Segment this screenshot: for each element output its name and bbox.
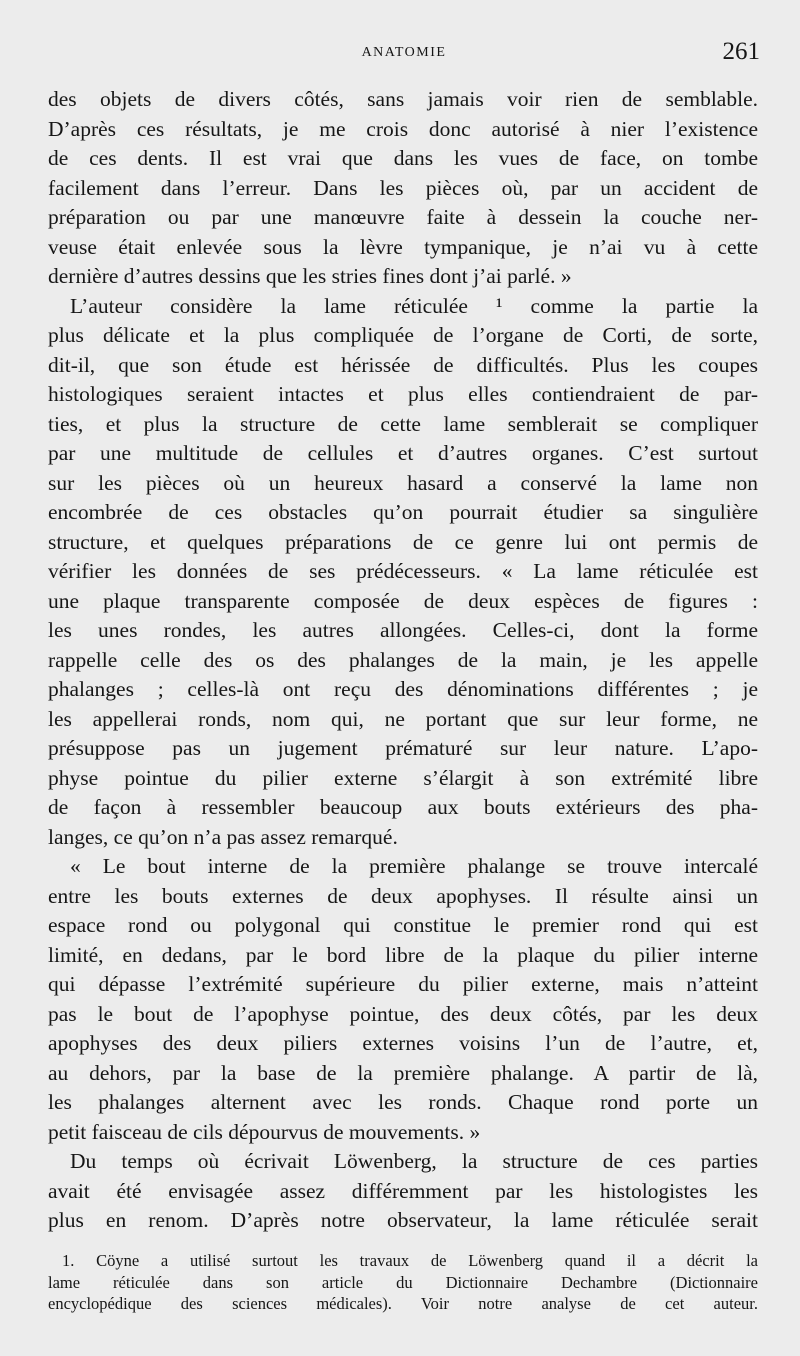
text-line: physe pointue du pilier externe s’élargit à son extrémité libre [48,765,758,790]
text-line: Du temps où écrivait Löwenberg, la structure de ces parties [70,1149,758,1173]
text-line: vérifier les données de ses prédécesseurs. « La lame réticulée est [48,559,758,583]
text-line: L’auteur considère la lame réticulée ¹ comme la partie la [70,293,758,318]
footnote-line: lame réticulée dans son article du Dictionnaire Dechambre (Dictionnaire [48,1272,758,1292]
footnote [48,1250,758,1315]
text-line: phalanges ; celles-là ont reçu des dénominations différentes ; je [48,677,758,701]
text-line: « Le bout interne de la première phalange se trouve intercalé [70,854,758,878]
text-line: langes, ce qu’on n’a pas assez remarqué. [48,824,398,849]
text-line: apophyses des deux piliers externes voisins l’un de l’autre, et, [48,1031,758,1055]
text-line: limité, en dedans, par le bord libre de la plaque du pilier interne [48,942,758,967]
text-line: au dehors, par la base de la première phalange. A partir de là, [48,1060,758,1085]
running-header [48,40,760,68]
text-line: structure, et quelques préparations de ce genre lui ont permis de [48,529,758,554]
text-line: de ces dents. Il est vrai que dans les vues de face, on tombe [48,146,758,170]
text-line: présuppose pas un jugement prématuré sur leur nature. L’apo- [48,736,758,760]
text-line: dit-il, que son étude est hérissée de difficultés. Plus les coupes [48,352,758,377]
text-line: dernière d’autres dessins que les stries fines dont j’ai parlé. » [48,264,572,288]
page-number: 261 [722,38,760,65]
footnote-line: encyclopédique des sciences médicales). Voir notre analyse de cet auteur. [48,1294,758,1313]
text-line: plus en renom. D’après notre observateur, la lame réticulée serait [48,1208,758,1232]
body-text [48,85,758,1236]
running-title: ANATOMIE [361,45,447,60]
text-line: plus délicate et la plus compliquée de l’organe de Corti, de sorte, [48,323,758,347]
text-line: les appellerai ronds, nom qui, ne portant que sur leur forme, ne [48,706,758,731]
footnote-line: 1. Cöyne a utilisé surtout les travaux de Löwenberg quand il a décrit la [62,1251,758,1270]
text-line: petit faisceau de cils dépourvus de mouvements. » [48,1119,481,1144]
text-line: pas le bout de l’apophyse pointue, des deux côtés, par les deux [48,1001,758,1026]
text-line: une plaque transparente composée de deux espèces de figures : [48,588,758,613]
text-line: ties, et plus la structure de cette lame semblerait se compliquer [48,411,758,436]
text-line: D’après ces résultats, je me crois donc autorisé à nier l’existence [48,116,758,141]
text-line: veuse était enlevée sous la lèvre tympanique, je n’ai vu à cette [48,234,758,259]
text-line: histologiques seraient intactes et plus elles contiendraient de par- [48,382,758,406]
text-line: des objets de divers côtés, sans jamais voir rien de semblable. [48,87,758,111]
text-line: par une multitude de cellules et d’autres organes. C’est surtout [48,441,758,465]
text-line: entre les bouts externes de deux apophyses. Il résulte ainsi un [48,883,758,908]
text-line: qui dépasse l’extrémité supérieure du pilier externe, mais n’atteint [48,972,758,996]
text-line: rappelle celle des os des phalanges de la main, je les appelle [48,647,758,672]
text-line: espace rond ou polygonal qui constitue le premier rond qui est [48,913,758,937]
text-line: sur les pièces où un heureux hasard a conservé la lame non [48,470,758,495]
text-line: encombrée de ces obstacles qu’on pourrait étudier sa singulière [48,500,758,524]
text-line: les unes rondes, les autres allongées. Celles-ci, dont la forme [48,618,758,642]
text-line: avait été envisagée assez différemment par les histologistes les [48,1178,758,1203]
text-line: préparation ou par une manœuvre faite à dessein la couche ner- [48,205,758,229]
text-line: les phalanges alternent avec les ronds. Chaque rond porte un [48,1090,758,1114]
text-line: de façon à ressembler beaucoup aux bouts extérieurs des pha- [48,795,758,819]
text-line: facilement dans l’erreur. Dans les pièces où, par un accident de [48,175,758,200]
